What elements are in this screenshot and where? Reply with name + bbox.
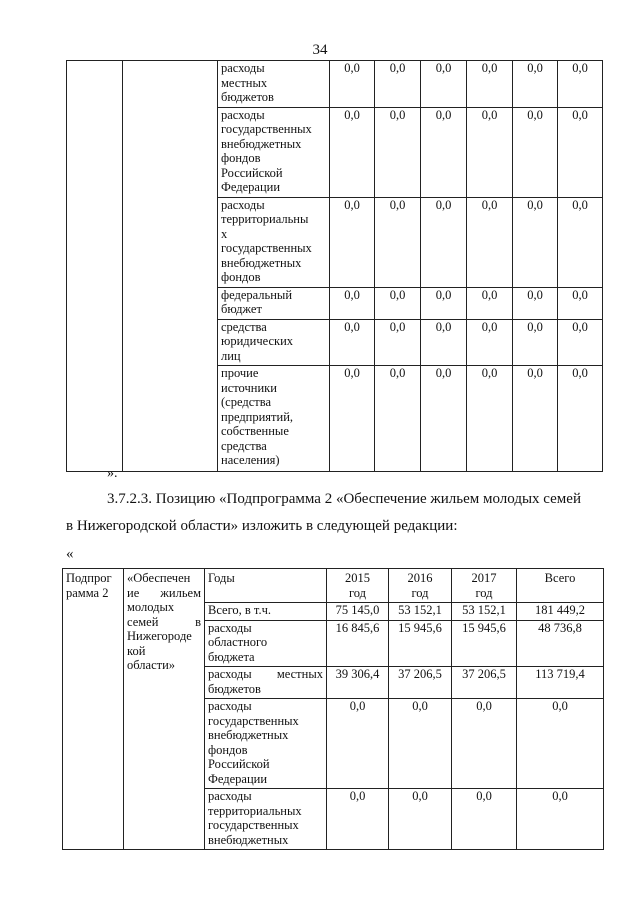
value-cell: 39 306,4 [327, 667, 389, 699]
source-label-line: фондов [208, 742, 248, 757]
value-cell: 53 152,1 [389, 603, 452, 621]
page-number: 34 [312, 42, 328, 58]
source-label-line: предприятий, [221, 409, 294, 424]
value-cell: 0,0 [513, 197, 558, 287]
source-label-line: х [221, 226, 228, 241]
source-label-line: областного [208, 635, 268, 649]
source-label-line: внебюджетных [208, 832, 289, 847]
source-label-line: расходы [208, 620, 252, 635]
value-cell: 53 152,1 [452, 603, 517, 621]
value-cell: 15 945,6 [452, 620, 517, 667]
subprogram-cell-empty [67, 61, 123, 472]
value-cell: 75 145,0 [327, 603, 389, 621]
source-label-cell [205, 603, 327, 621]
subprogram-title-line: «Обеспечен [127, 571, 191, 585]
value-cell: 0,0 [467, 319, 513, 366]
source-label-line: государственных [208, 818, 299, 832]
subprogram-cell [63, 569, 124, 850]
value-cell: 0,0 [513, 287, 558, 319]
source-label-line: федеральный [221, 287, 293, 302]
year-unit: год [475, 585, 493, 600]
subprogram-title-line: области» [127, 658, 176, 672]
value-cell: 0,0 [327, 789, 389, 850]
source-label-line: расходы местных [208, 667, 323, 681]
value-cell: 0,0 [558, 366, 603, 472]
value-cell: 0,0 [421, 319, 467, 366]
value-cell: 48 736,8 [517, 620, 604, 667]
value-cell: 0,0 [375, 61, 421, 108]
value-cell: 0,0 [375, 287, 421, 319]
source-label-line: лиц [221, 348, 241, 363]
total-header-cell [517, 569, 604, 603]
value-cell: 0,0 [517, 699, 604, 789]
subprogram-title-cell [124, 569, 205, 850]
value-cell: 0,0 [517, 789, 604, 850]
source-label-line: Федерации [221, 180, 281, 194]
value-cell: 0,0 [330, 107, 375, 197]
value-cell: 0,0 [327, 699, 389, 789]
source-label-cell [218, 107, 330, 197]
source-label-cell [205, 620, 327, 667]
value-cell: 0,0 [389, 699, 452, 789]
source-label-line: Всего, в т.ч. [208, 603, 271, 617]
value-cell: 16 845,6 [327, 620, 389, 667]
source-label-line: Федерации [208, 771, 268, 786]
value-cell: 0,0 [330, 197, 375, 287]
source-label-cell [218, 319, 330, 366]
opening-quote: « [66, 546, 74, 562]
year-unit: год [411, 585, 429, 600]
source-label-line: внебюджетных [221, 136, 302, 151]
value-cell: 0,0 [467, 197, 513, 287]
subprogram-label-line: Подпрог [66, 571, 112, 585]
year-label: 2017 [471, 571, 497, 585]
source-label-line: расходы [221, 197, 265, 212]
value-cell: 0,0 [421, 366, 467, 472]
source-label-line: (средства [221, 395, 271, 409]
subprogram-title-line: кой [127, 643, 146, 658]
source-label-line: государственных [221, 241, 312, 255]
source-label-line: внебюджетных [208, 728, 289, 742]
value-cell: 0,0 [389, 789, 452, 850]
subprogram-title-line: ие жильем [127, 585, 201, 600]
value-cell: 0,0 [452, 699, 517, 789]
value-cell: 0,0 [467, 107, 513, 197]
table-header-row [63, 569, 604, 603]
source-label-cell [205, 699, 327, 789]
year-unit: год [348, 585, 367, 600]
value-cell: 0,0 [421, 61, 467, 108]
source-label-line: средства [221, 319, 267, 334]
value-cell: 0,0 [330, 319, 375, 366]
value-cell: 0,0 [375, 197, 421, 287]
value-cell: 0,0 [558, 107, 603, 197]
funding-table-continued [66, 60, 603, 472]
subprogram-title-line: семей в [127, 614, 201, 629]
source-label-line: бюджетов [208, 681, 261, 696]
source-label-line: бюджет [221, 302, 262, 316]
value-cell: 181 449,2 [517, 603, 604, 621]
funding-table-body [67, 61, 603, 472]
source-label-line: расходы [208, 789, 252, 803]
source-label-line: территориальны [221, 212, 309, 226]
source-label-line: местных [221, 75, 268, 90]
source-label-line: бюджета [208, 649, 255, 664]
value-cell: 0,0 [330, 287, 375, 319]
value-cell: 0,0 [467, 287, 513, 319]
years-header-label: Годы [208, 571, 235, 585]
source-label-cell [218, 61, 330, 108]
subprogram-title-line: молодых [127, 600, 175, 614]
table-row [67, 61, 603, 108]
source-label-line: населения) [221, 453, 280, 467]
source-label-line: фондов [221, 151, 261, 165]
source-label-line: Российской [208, 757, 270, 771]
source-label-cell [218, 197, 330, 287]
source-label-line: государственных [221, 122, 312, 136]
year-label: 2016 [407, 571, 433, 585]
value-cell: 0,0 [513, 61, 558, 108]
value-cell: 37 206,5 [389, 667, 452, 699]
source-label-line: государственных [208, 713, 299, 728]
value-cell: 0,0 [558, 61, 603, 108]
source-label-line: расходы [221, 61, 265, 75]
value-cell: 0,0 [375, 366, 421, 472]
amendment-paragraph-line-2: в Нижегородской области» изложить в следующей редакции: [66, 518, 458, 534]
total-header-label: Всего [544, 571, 576, 585]
source-label-cell [205, 789, 327, 850]
amendment-paragraph-line-1: 3.7.2.3. Позицию «Подпрограмма 2 «Обеспечение жильем молодых семей [107, 491, 581, 507]
source-label-line: собственные [221, 424, 289, 438]
value-cell: 0,0 [467, 61, 513, 108]
value-cell: 0,0 [375, 107, 421, 197]
value-cell: 0,0 [330, 366, 375, 472]
value-cell: 0,0 [558, 319, 603, 366]
value-cell: 0,0 [421, 287, 467, 319]
source-label-line: территориальных [208, 803, 302, 818]
value-cell: 0,0 [513, 366, 558, 472]
source-label-line: бюджетов [221, 90, 274, 104]
source-label-line: фондов [221, 270, 261, 284]
value-cell: 0,0 [375, 319, 421, 366]
subprogram-title-line: Нижегороде [127, 629, 192, 643]
value-cell: 0,0 [513, 107, 558, 197]
value-cell: 37 206,5 [452, 667, 517, 699]
source-label-line: средства [221, 438, 267, 453]
year-header-cell [327, 569, 389, 603]
source-label-line: расходы [208, 699, 252, 713]
value-cell: 113 719,4 [517, 667, 604, 699]
value-cell: 0,0 [452, 789, 517, 850]
subprogram-title-cell-empty [123, 61, 218, 472]
subprogram-2-table-body [63, 569, 604, 850]
year-label: 2015 [345, 571, 370, 585]
value-cell: 0,0 [513, 319, 558, 366]
value-cell: 15 945,6 [389, 620, 452, 667]
source-label-line: расходы [221, 107, 265, 122]
value-cell: 0,0 [330, 61, 375, 108]
source-label-line: Российской [221, 165, 283, 180]
source-label-cell [218, 287, 330, 319]
source-label-cell [205, 667, 327, 699]
year-header-cell [389, 569, 452, 603]
closing-quote: ». [107, 466, 118, 481]
value-cell: 0,0 [421, 107, 467, 197]
year-header-cell [452, 569, 517, 603]
source-label-line: прочие [221, 366, 259, 380]
value-cell: 0,0 [421, 197, 467, 287]
value-cell: 0,0 [558, 197, 603, 287]
years-header-cell [205, 569, 327, 603]
subprogram-2-funding-table [62, 568, 604, 850]
source-label-line: юридических [221, 334, 294, 348]
value-cell: 0,0 [467, 366, 513, 472]
value-cell: 0,0 [558, 287, 603, 319]
source-label-line: внебюджетных [221, 255, 302, 270]
source-label-line: источники [221, 380, 277, 395]
source-label-cell [218, 366, 330, 472]
subprogram-label-line: рамма 2 [66, 585, 109, 600]
